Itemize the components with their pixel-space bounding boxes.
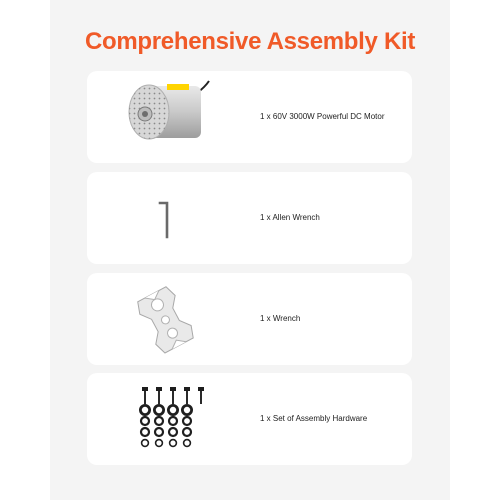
dc-motor-icon <box>87 71 237 163</box>
assembly-hardware-icon <box>87 373 237 465</box>
kit-item-label: 1 x Set of Assembly Hardware <box>260 414 368 423</box>
kit-item-label: 1 x Wrench <box>260 314 301 323</box>
kit-item-label: 1 x 60V 3000W Powerful DC Motor <box>260 112 385 121</box>
kit-item-hardware <box>87 373 412 465</box>
kit-item-wrench <box>87 273 412 365</box>
kit-item-label: 1 x Allen Wrench <box>260 213 320 222</box>
page-title: Comprehensive Assembly Kit <box>84 28 416 55</box>
wrench-icon <box>87 273 237 365</box>
kit-item-allen-wrench <box>87 172 412 264</box>
allen-wrench-icon <box>87 172 237 264</box>
kit-item-motor <box>87 71 412 163</box>
